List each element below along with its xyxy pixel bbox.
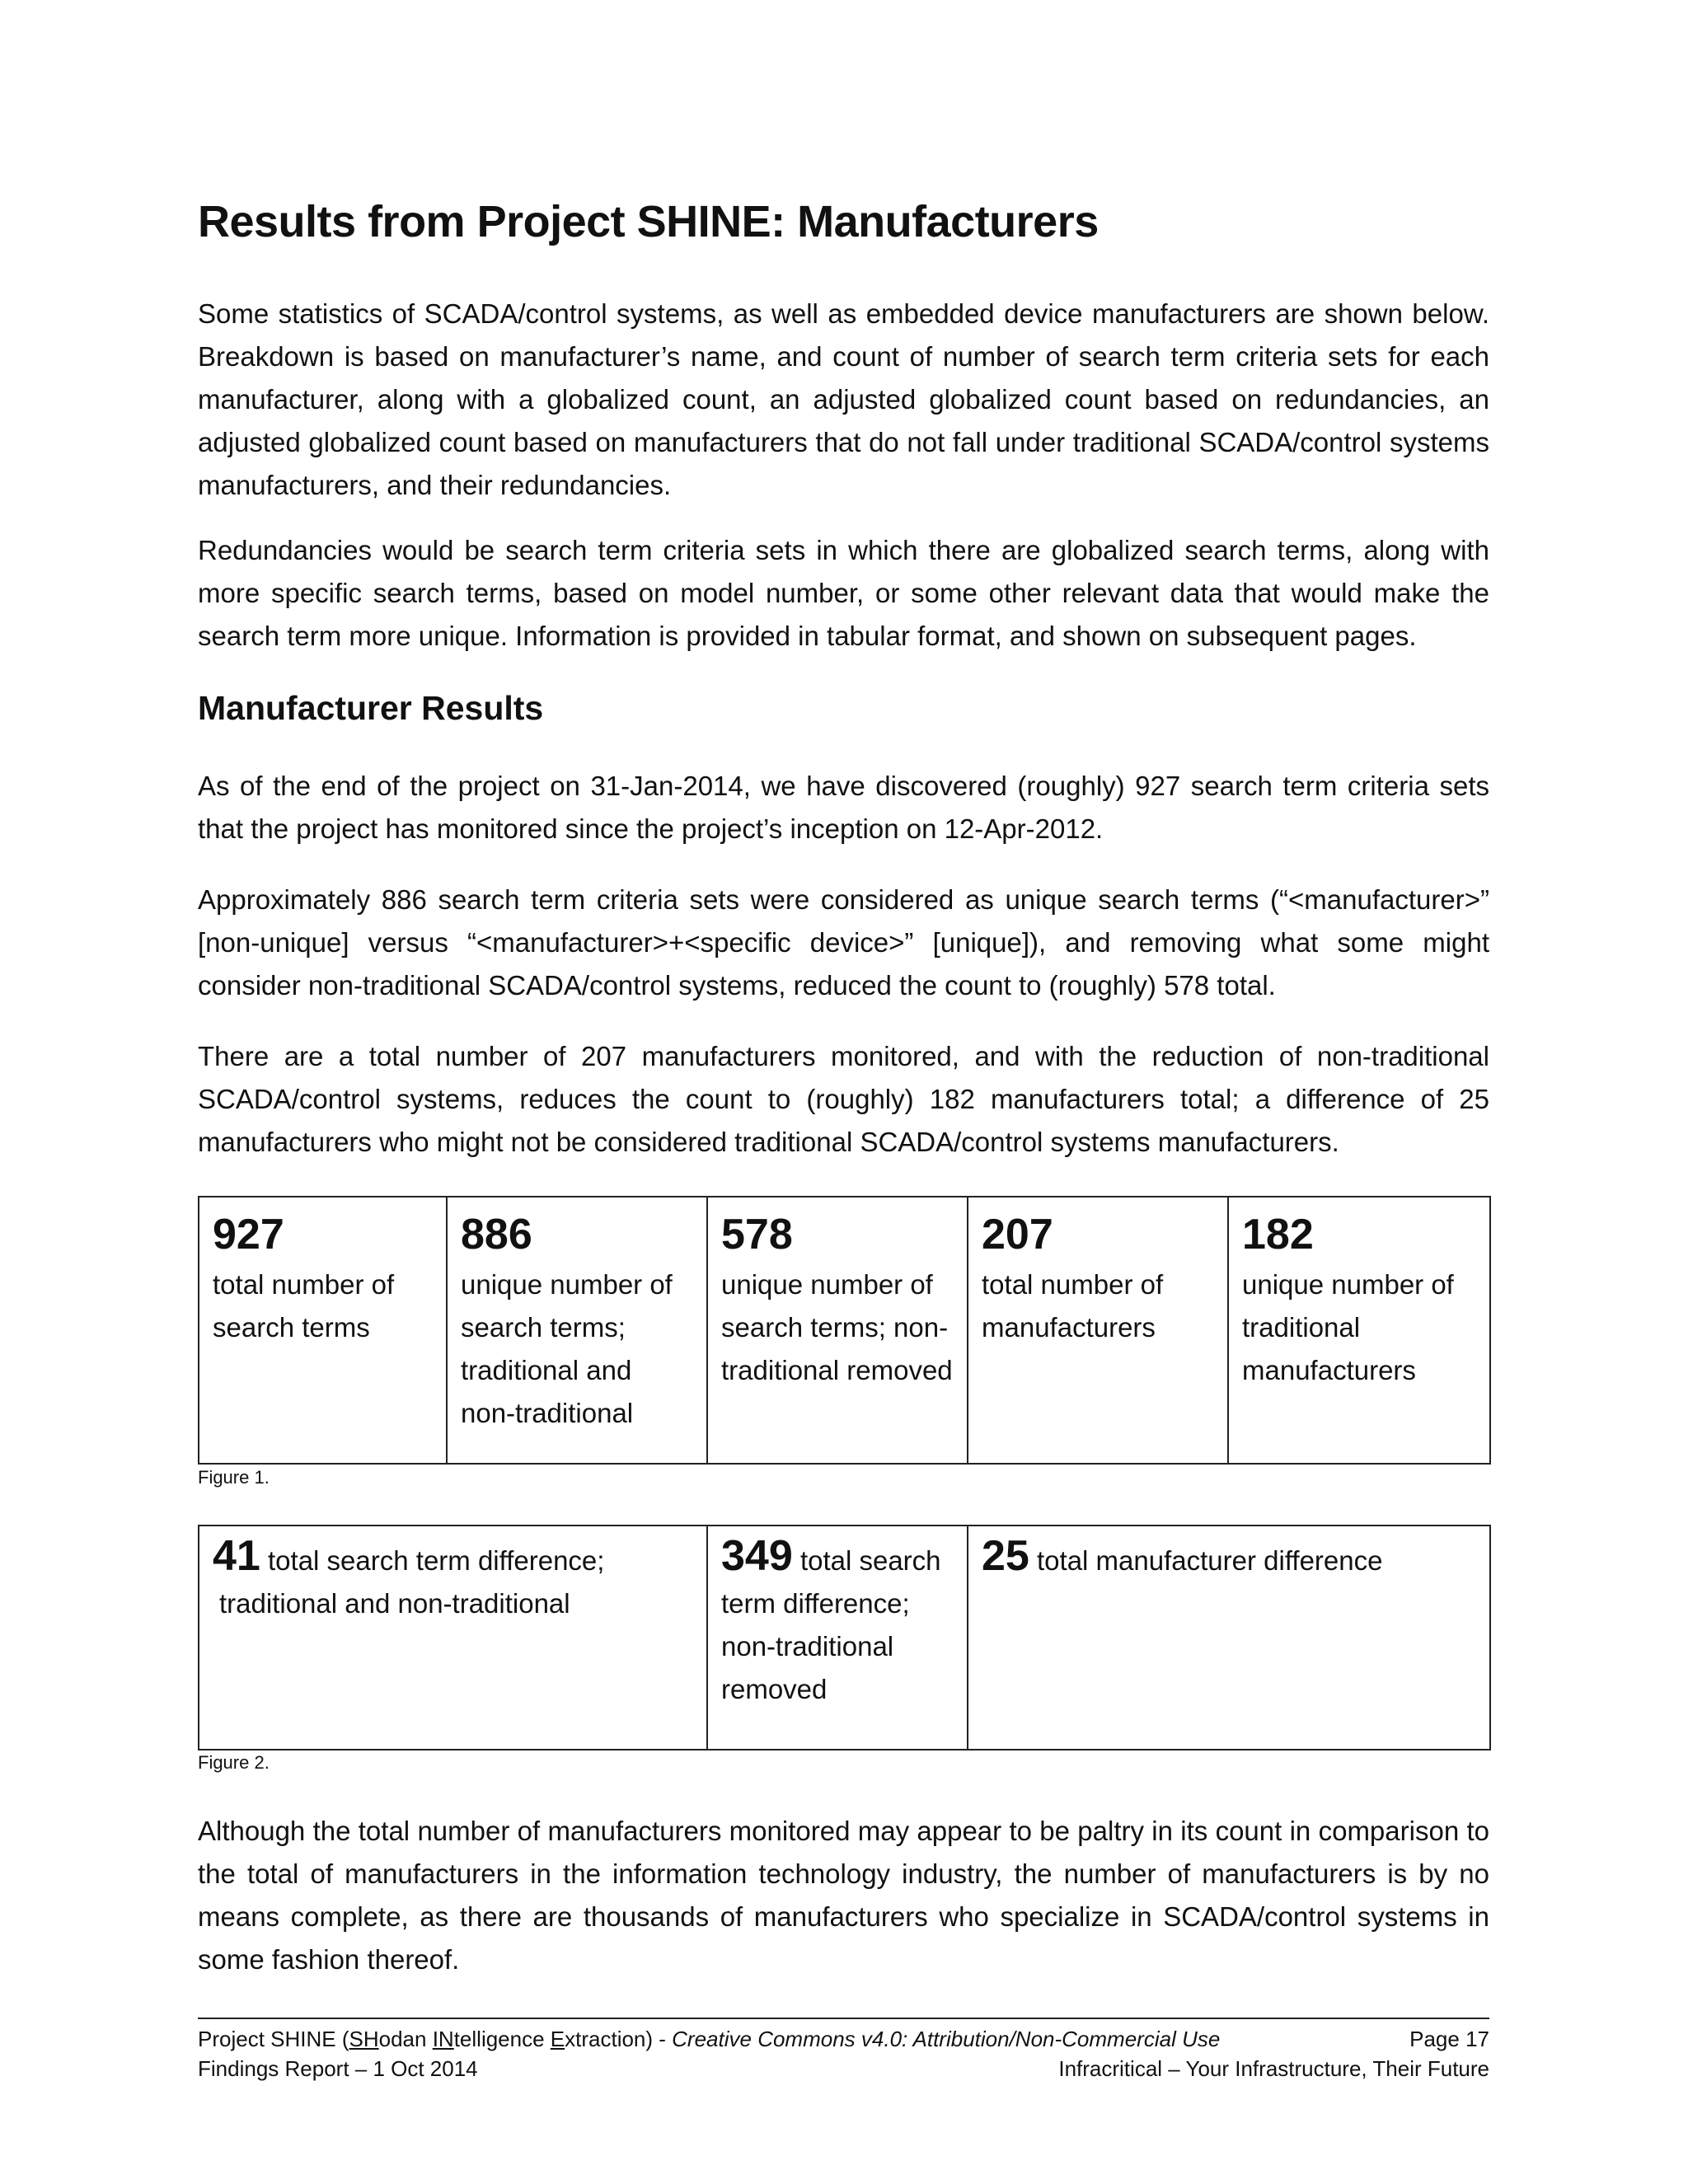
stat-value: 578: [721, 1211, 793, 1258]
footer-project: Project SHINE (SHodan INtelligence Extraction) - Creative Commons v4.0: Attribution/Non-Commercial Use: [198, 2027, 1221, 2051]
stat-cell: [447, 1197, 707, 1464]
stat-label: total search term difference; non-traditional removed: [721, 1545, 941, 1704]
stat-label: total search term difference;: [268, 1545, 605, 1576]
stat-label: total manufacturer difference: [1037, 1545, 1383, 1576]
footer-report-date: Findings Report – 1 Oct 2014: [198, 2056, 478, 2081]
stat-cell: [707, 1526, 968, 1750]
footer-license: Creative Commons v4.0: Attribution/Non-Commercial Use: [672, 2027, 1221, 2051]
closing-paragraph: Although the total number of manufacturers monitored may appear to be paltry in its count in comparison to the total of manufacturers in the information technology industry, the number of manufacturers is by no means complete, as there are thousands of manufacturers who specialize in SCADA/control systems in some fashion thereof.: [198, 1816, 1489, 1975]
stat-label: total number of manufacturers: [982, 1269, 1164, 1343]
stat-cell: [968, 1526, 1490, 1750]
figure-2-caption: Figure 2.: [198, 1752, 270, 1773]
stat-value: 41: [213, 1532, 260, 1580]
page-footer: [198, 2018, 1489, 2083]
stat-value: 349: [721, 1532, 793, 1580]
stat-cell: [199, 1526, 707, 1750]
results-paragraph-3: There are a total number of 207 manufacturers monitored, and with the reduction of non-traditional SCADA/control systems, reduces the count to (roughly) 182 manufacturers total; a difference of 25 manufacturers who might not be considered traditional SCADA/control systems manufacturers.: [198, 1041, 1489, 1157]
section-heading: Manufacturer Results: [198, 689, 544, 727]
stat-label: unique number of traditional manufacturers: [1242, 1269, 1454, 1385]
footer-tagline: Infracritical – Your Infrastructure, Their Future: [1058, 2056, 1489, 2081]
intro-paragraph-1: Some statistics of SCADA/control systems, as well as embedded device manufacturers are shown below. Breakdown is based on manufacturer’s name, and count of number of search term criteria sets for each manufacturer, along with a globalized count, an adjusted globalized count based on redundancies, an adjusted globalized count based on manufacturers that do not fall under traditional SCADA/control systems manufacturers, and their redundancies.: [198, 298, 1489, 500]
results-paragraph-1: As of the end of the project on 31-Jan-2014, we have discovered (roughly) 927 search term criteria sets that the project has monitored since the project’s inception on 12-Apr-2012.: [198, 771, 1489, 844]
stat-cell: [199, 1197, 447, 1464]
stat-value: 25: [982, 1532, 1029, 1580]
figure-2-table: [198, 1525, 1491, 1750]
intro-paragraph-2: Redundancies would be search term criteria sets in which there are globalized search terms, along with more specific search terms, based on model number, or some other relevant data that would make the search term more unique. Information is provided in tabular format, and shown on subsequent pages.: [198, 535, 1489, 651]
stat-value: 207: [982, 1211, 1053, 1258]
stat-label: unique number of search terms; traditional and non-traditional: [461, 1269, 673, 1428]
stat-value: 927: [213, 1211, 284, 1258]
stat-label: unique number of search terms; non-traditional removed: [721, 1269, 953, 1385]
stat-value: 886: [461, 1211, 532, 1258]
page-number: Page 17: [1409, 2027, 1489, 2051]
figure-1-caption: Figure 1.: [198, 1467, 270, 1488]
stat-cell: [707, 1197, 968, 1464]
results-paragraph-2: Approximately 886 search term criteria sets were considered as unique search terms (“<manufacturer>” [non-unique] versus “<manufacturer>+<specific device>” [unique]), and removing what some might consider non-traditional SCADA/control systems, reduced the count to (roughly) 578 total.: [198, 884, 1489, 1001]
figure-1-table: [198, 1196, 1491, 1465]
stat-label-continued: traditional and non-traditional: [219, 1588, 570, 1619]
stat-label: total number of search terms: [213, 1269, 395, 1343]
stat-cell: [968, 1197, 1228, 1464]
page-title: Results from Project SHINE: Manufacturers: [198, 197, 1099, 246]
stat-cell: [1228, 1197, 1490, 1464]
stat-value: 182: [1242, 1211, 1314, 1258]
